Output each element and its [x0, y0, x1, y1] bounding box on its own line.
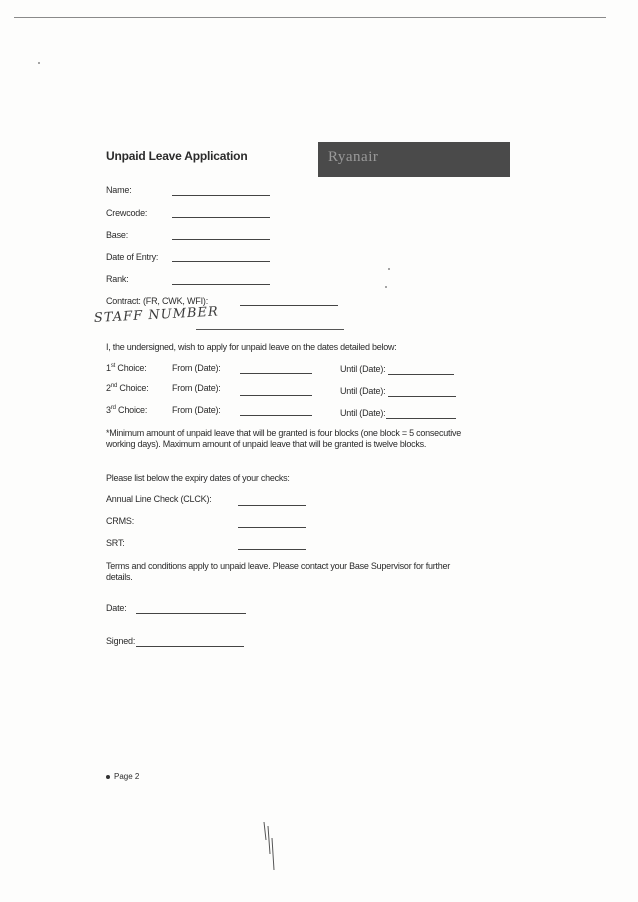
annual-line-check-label: Annual Line Check (CLCK): [106, 494, 212, 504]
first-from-field[interactable] [240, 373, 312, 374]
terms-text: Terms and conditions apply to unpaid leave. Please contact your Base Supervisor for further details. [106, 561, 450, 582]
scan-speck [38, 62, 40, 64]
crewcode-field[interactable] [172, 217, 270, 218]
pen-stroke-mark [260, 820, 280, 872]
contract-label: Contract: (FR, CWK, WFI): [106, 296, 208, 306]
bullet-icon [106, 775, 110, 779]
name-label: Name: [106, 185, 132, 195]
third-until-field[interactable] [386, 418, 456, 419]
rank-field[interactable] [172, 284, 270, 285]
scan-speck [385, 286, 387, 288]
handwritten-staff-number: STAFF NUMBER [93, 304, 220, 326]
page-number: Page 2 [114, 772, 140, 781]
minimum-leave-note: *Minimum amount of unpaid leave that will be granted is four blocks (one block = 5 consecutive working days). Maximum amount of unpaid leave that will be granted is twelve blocks. [106, 428, 461, 449]
second-until-field[interactable] [388, 396, 456, 397]
checks-intro-text: Please list below the expiry dates of your checks: [106, 473, 290, 483]
signed-label: Signed: [106, 636, 136, 646]
first-choice-label: 1st Choice: [106, 363, 147, 373]
name-field[interactable] [172, 195, 270, 196]
page-footer [106, 772, 139, 781]
first-from-label: From (Date): [172, 363, 221, 373]
scan-speck [388, 268, 390, 270]
base-label: Base: [106, 230, 129, 240]
third-from-label: From (Date): [172, 405, 221, 415]
second-from-field[interactable] [240, 395, 312, 396]
date-field[interactable] [136, 613, 246, 614]
annual-line-check-field[interactable] [238, 505, 306, 506]
company-logo-text: Ryanair [328, 149, 379, 165]
first-until-label: Until (Date): [340, 364, 386, 374]
staff-number-field[interactable] [196, 329, 344, 330]
third-until-label: Until (Date): [340, 408, 386, 418]
crewcode-label: Crewcode: [106, 208, 148, 218]
base-field[interactable] [172, 239, 270, 240]
second-choice-label: 2nd Choice: [106, 383, 149, 393]
srt-field[interactable] [238, 549, 306, 550]
signature-field[interactable] [136, 646, 244, 647]
form-title: Unpaid Leave Application [106, 149, 248, 163]
third-choice-label: 3rd Choice: [106, 405, 148, 415]
second-from-label: From (Date): [172, 383, 221, 393]
date-of-entry-label: Date of Entry: [106, 252, 159, 262]
third-from-field[interactable] [240, 415, 312, 416]
crms-label: CRMS: [106, 516, 134, 526]
rank-label: Rank: [106, 274, 129, 284]
declaration-text: I, the undersigned, wish to apply for unpaid leave on the dates detailed below: [106, 342, 397, 352]
date-of-entry-field[interactable] [172, 261, 270, 262]
srt-label: SRT: [106, 538, 125, 548]
scan-edge-line [14, 17, 606, 18]
crms-field[interactable] [238, 527, 306, 528]
second-until-label: Until (Date): [340, 386, 386, 396]
first-until-field[interactable] [388, 374, 454, 375]
date-label: Date: [106, 603, 127, 613]
contract-field[interactable] [240, 305, 338, 306]
